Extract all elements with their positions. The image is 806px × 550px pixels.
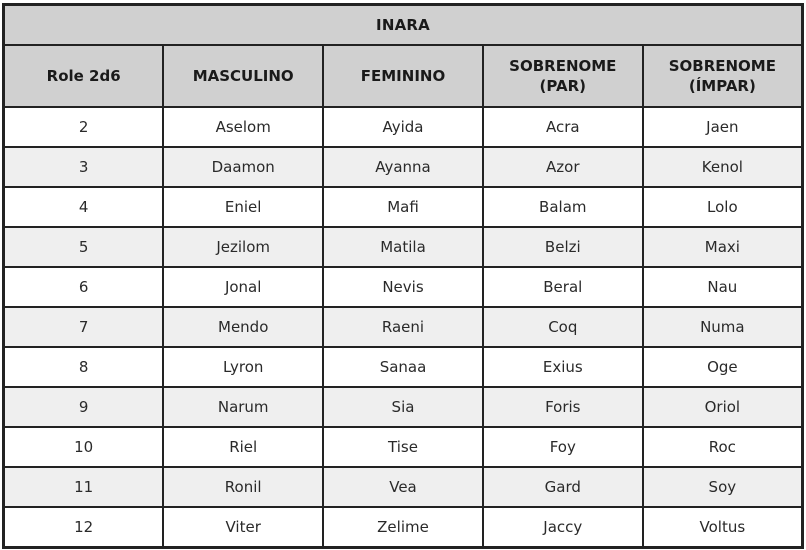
cell-sobrenome-impar: Nau: [643, 267, 803, 307]
cell-sobrenome-impar: Lolo: [643, 187, 803, 227]
table-title-row: [4, 5, 803, 46]
table-row: [4, 307, 803, 347]
header-sobrenome-par-line2: (PAR): [539, 77, 587, 95]
cell-feminino: Raeni: [323, 307, 483, 347]
table-body: [4, 107, 803, 548]
table-row: [4, 507, 803, 548]
cell-feminino: Vea: [323, 467, 483, 507]
table-row: [4, 467, 803, 507]
cell-feminino: Tise: [323, 427, 483, 467]
cell-feminino: Nevis: [323, 267, 483, 307]
cell-sobrenome-par: Gard: [483, 467, 643, 507]
cell-sobrenome-impar: Oge: [643, 347, 803, 387]
header-sobrenome-impar-line2: (ÍMPAR): [688, 77, 756, 95]
cell-feminino: Matila: [323, 227, 483, 267]
cell-sobrenome-par: Foy: [483, 427, 643, 467]
header-feminino: [323, 45, 483, 107]
table-row: [4, 147, 803, 187]
header-roll: [4, 45, 164, 107]
cell-sobrenome-impar: Voltus: [643, 507, 803, 548]
cell-sobrenome-impar: Soy: [643, 467, 803, 507]
cell-masculino: Ronil: [163, 467, 323, 507]
cell-roll: 2: [4, 107, 164, 147]
cell-feminino: Mafi: [323, 187, 483, 227]
cell-roll: 3: [4, 147, 164, 187]
cell-masculino: Viter: [163, 507, 323, 548]
cell-roll: 12: [4, 507, 164, 548]
cell-masculino: Jezilom: [163, 227, 323, 267]
table-row: [4, 427, 803, 467]
cell-masculino: Aselom: [163, 107, 323, 147]
header-sobrenome-impar: [643, 45, 803, 107]
cell-roll: 6: [4, 267, 164, 307]
cell-roll: 11: [4, 467, 164, 507]
header-sobrenome-par: [483, 45, 643, 107]
cell-roll: 10: [4, 427, 164, 467]
cell-roll: 5: [4, 227, 164, 267]
cell-masculino: Daamon: [163, 147, 323, 187]
cell-sobrenome-impar: Maxi: [643, 227, 803, 267]
table-row: [4, 227, 803, 267]
cell-sobrenome-par: Balam: [483, 187, 643, 227]
cell-sobrenome-impar: Numa: [643, 307, 803, 347]
cell-sobrenome-par: Acra: [483, 107, 643, 147]
column-header-row: [4, 45, 803, 107]
header-sobrenome-par-line1: SOBRENOME: [509, 57, 617, 75]
table-title: INARA: [4, 5, 803, 46]
cell-feminino: Zelime: [323, 507, 483, 548]
cell-sobrenome-par: Exius: [483, 347, 643, 387]
header-masculino-label: MASCULINO: [192, 67, 294, 85]
cell-masculino: Jonal: [163, 267, 323, 307]
cell-roll: 4: [4, 187, 164, 227]
cell-sobrenome-par: Beral: [483, 267, 643, 307]
cell-roll: 7: [4, 307, 164, 347]
cell-masculino: Eniel: [163, 187, 323, 227]
inara-names-table: [2, 3, 804, 549]
name-table-container: [2, 3, 804, 548]
header-masculino: [163, 45, 323, 107]
cell-sobrenome-impar: Kenol: [643, 147, 803, 187]
header-feminino-label: FEMININO: [360, 67, 446, 85]
cell-sobrenome-par: Jaccy: [483, 507, 643, 548]
table-row: [4, 347, 803, 387]
cell-masculino: Mendo: [163, 307, 323, 347]
table-row: [4, 387, 803, 427]
cell-sobrenome-impar: Oriol: [643, 387, 803, 427]
table-row: [4, 107, 803, 147]
cell-masculino: Narum: [163, 387, 323, 427]
cell-feminino: Ayida: [323, 107, 483, 147]
header-sobrenome-impar-line1: SOBRENOME: [668, 57, 776, 75]
cell-roll: 8: [4, 347, 164, 387]
table-row: [4, 267, 803, 307]
table-row: [4, 187, 803, 227]
cell-sobrenome-par: Belzi: [483, 227, 643, 267]
cell-feminino: Ayanna: [323, 147, 483, 187]
cell-sobrenome-par: Coq: [483, 307, 643, 347]
cell-sobrenome-impar: Roc: [643, 427, 803, 467]
cell-masculino: Lyron: [163, 347, 323, 387]
cell-feminino: Sanaa: [323, 347, 483, 387]
cell-sobrenome-impar: Jaen: [643, 107, 803, 147]
header-roll-label: Role 2d6: [46, 67, 121, 85]
cell-roll: 9: [4, 387, 164, 427]
cell-sobrenome-par: Azor: [483, 147, 643, 187]
cell-masculino: Riel: [163, 427, 323, 467]
cell-sobrenome-par: Foris: [483, 387, 643, 427]
cell-feminino: Sia: [323, 387, 483, 427]
